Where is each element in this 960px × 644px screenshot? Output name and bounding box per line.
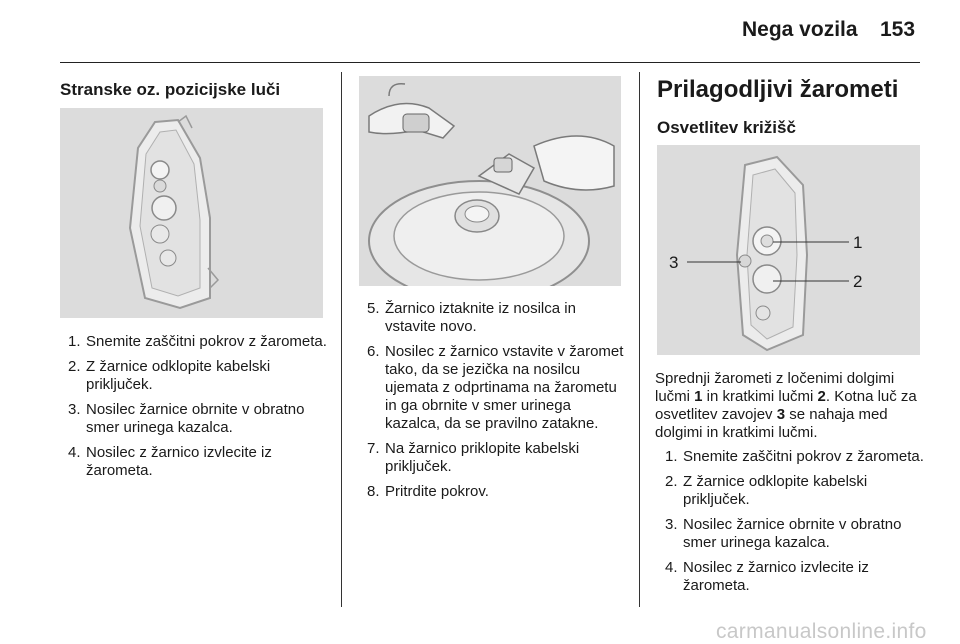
- list-item: 1. Snemite zaščitni pokrov z žarometa.: [68, 333, 327, 350]
- bulb-replacement-illustration: [359, 76, 621, 286]
- subheading-cornering-light: Osvetlitev križišč: [657, 118, 796, 137]
- side-light-illustration: [60, 108, 323, 318]
- steps-list-col2: [359, 300, 627, 508]
- column-divider-1: [341, 72, 342, 607]
- list-item: 3. Nosilec žarnice obrnite v obratno smer urinega kazalca.: [665, 516, 902, 551]
- list-item: 3. Nosilec žarnice obrnite v obratno smer urinega kazalca.: [68, 401, 305, 436]
- intro-paragraph: Sprednji žarometi z ločenimi dolgimi lučmi 1 in kratkimi lučmi 2. Kotna luč za osvetlitev zavojev 3 se nahaja med dolgimi in kratkimi lučmi.: [655, 370, 917, 441]
- steps-list-col1: [60, 333, 328, 487]
- list-item: 2. Z žarnice odklopite kabelski priključek.: [665, 473, 868, 508]
- list-item: 1. Snemite zaščitni pokrov z žarometa.: [665, 448, 924, 465]
- column-divider-2: [639, 72, 640, 607]
- callout-label-3: 3: [669, 253, 679, 272]
- headlight-diagram: [657, 145, 920, 355]
- callout-label-2: 2: [853, 272, 863, 291]
- list-item: 4. Nosilec z žarnico izvlecite iz žarometa.: [665, 559, 869, 594]
- header-rule: [60, 62, 920, 63]
- list-item: 5. Žarnico iztaknite iz nosilca in vstavite novo.: [367, 300, 576, 335]
- list-item: 7. Na žarnico priklopite kabelski priključek.: [367, 440, 580, 475]
- list-item: 2. Z žarnice odklopite kabelski priključek.: [68, 358, 271, 393]
- steps-list-col3: [657, 448, 925, 602]
- callout-label-1: 1: [853, 233, 863, 252]
- list-item: 4. Nosilec z žarnico izvlecite iz žarometa.: [68, 444, 272, 479]
- page-number: 153: [880, 18, 916, 41]
- watermark: carmanualsonline.info: [716, 620, 927, 643]
- list-item: 8. Pritrdite pokrov.: [367, 483, 489, 500]
- section-heading-adaptive-headlights: Prilagodljivi žarometi: [657, 76, 899, 103]
- list-item: 6. Nosilec z žarnico vstavite v žaromet tako, da se jezička na nosilcu ujemata z odprtinama na žarometu in ga obrnite v smer urinega kazalca, da se pravilno zatakne.: [367, 343, 624, 432]
- section-heading-side-lights: Stranske oz. pozicijske luči: [60, 80, 281, 99]
- running-header-title: Nega vozila: [742, 18, 858, 41]
